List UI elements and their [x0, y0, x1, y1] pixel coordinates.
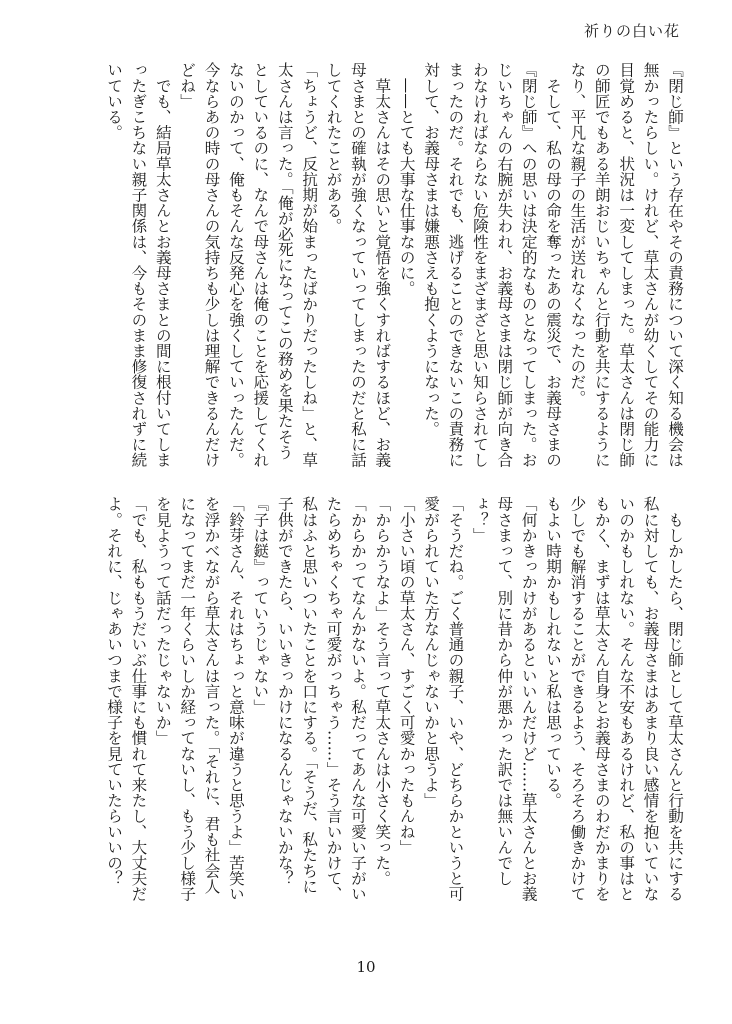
text-column: もかく、まずは草太さん自身とお義母さまのわだかまりを	[592, 496, 611, 902]
text-column: 少しでも解消することができるよう、そろそろ働きかけて	[568, 496, 587, 902]
text-column: ったぎこちない親子関係は、今もそのまま修復されずに続	[129, 62, 148, 468]
text-column: 目覚めると、状況は一変してしまった。草太さんは閉じ師	[617, 62, 636, 468]
text-column: 「小さい頃の草太さん、すごく可愛かったもんね」	[397, 496, 416, 855]
text-column: そして、私の母の命を奪ったあの震災で、お義母さまの	[544, 62, 563, 468]
page-number: 10	[356, 958, 376, 976]
text-column: 対して、お義母さまは嫌悪さえも抱くようになった。	[422, 62, 441, 437]
text-column: 愛がられていた方なんじゃないかと思うよ」	[422, 496, 441, 808]
text-column: いのかもしれない。そんな不安もあるけれど、私の事はと	[617, 496, 636, 902]
text-column: 草太さんはその思いと覚悟を強くすればするほど、お義	[373, 62, 392, 468]
text-column: 『閉じ師』という存在やその責務について深く知る機会は	[666, 62, 684, 468]
text-column: たらめちゃくちゃ可愛がっちゃう……」そう言いかけて、	[324, 496, 343, 902]
text-column: よ。それに、じゃあいつまで様子を見ていたらいいの？	[105, 496, 124, 886]
text-column: 「ちょうど、反抗期が始まったばかりだったしね」と、草	[300, 62, 319, 468]
upper-text-block	[87, 62, 687, 482]
text-column: もよい時期かもしれないと私は思っている。	[544, 496, 563, 808]
text-column: 「でも、私ももうだいぶ仕事にも慣れて来たし、大丈夫だ	[129, 496, 148, 902]
text-column: 母さまとの確執が強くなっていってしまったのだと私に話	[348, 62, 367, 468]
text-column: 子供ができたら、いいきっかけになるんじゃないかな？	[275, 496, 294, 886]
text-column: の師匠でもある羊朗おじいちゃんと行動を共にするように	[592, 62, 611, 468]
text-column: でも、結局草太さんとお義母さまとの間に根付いてしま	[153, 62, 172, 468]
text-column: どね」	[178, 62, 197, 109]
text-column: ょ？」	[470, 496, 489, 543]
text-column: まったのだ。それでも、逃げることのできないこの責務に	[446, 62, 465, 468]
text-column: いている。	[105, 62, 124, 140]
text-column: 無かったらしい。けれど、草太さんが幼くしてその能力に	[641, 62, 660, 468]
text-column: 「そうだね。ごく普通の親子、いや、どちらかというと可	[446, 496, 465, 902]
text-column: 『子は鎹』っていうじゃない」	[251, 496, 270, 715]
text-column: ないのかって、俺もそんな反発心を強くしていったんだ。	[226, 62, 245, 468]
text-column: 「からかってなんかないよ。私だってあんな可愛い子がい	[348, 496, 367, 902]
text-column: 「鈴芽さん、それはちょっと意味が違うと思うよ」苦笑い	[226, 496, 245, 902]
text-column: 「何かきっかけがあるといいんだけど……草太さんとお義	[519, 496, 538, 902]
text-column: になってまだ一年くらいしか経ってないし、もう少し様子	[178, 496, 197, 902]
text-column: を見ようって話だったじゃないか」	[153, 496, 172, 746]
text-column: もしかしたら、閉じ師として草太さんと行動を共にする	[666, 496, 684, 902]
running-header-title: 祈りの白い花	[583, 22, 680, 40]
text-column: じいちゃんの右腕が失われ、お義母さまは閉じ師が向き合	[495, 62, 514, 468]
text-column: 『閉じ師』への思いは決定的なものとなってしまった。お	[519, 62, 538, 468]
text-column: 今ならあの時の母さんの気持ちも少しは理解できるんだけ	[202, 62, 221, 468]
text-column: わなければならない危険性をまざまざと思い知らされてし	[470, 62, 489, 468]
text-column: 母さまって、別に昔から仲が悪かった訳では無いんでし	[495, 496, 514, 886]
text-column: 「からかうなよ」そう言って草太さんは小さく笑った。	[373, 496, 392, 886]
text-column: としているのに、なんで母さんは俺のことを応援してくれ	[251, 62, 270, 468]
text-column: 私はふと思いついたことを口にする。「そうだ、私たちに	[300, 496, 319, 894]
lower-text-block	[87, 496, 687, 926]
text-column: 太さんは言った。「俺が必死になってこの務めを果たそう	[275, 62, 294, 460]
text-column: ——とても大事な仕事なのに。	[397, 62, 416, 296]
text-column: を浮かべながら草太さんは言った。「それに、君も社会人	[202, 496, 221, 894]
text-column: なり、平凡な親子の生活が送れなくなったのだ。	[568, 62, 587, 406]
text-column: 私に対しても、お義母さまはあまり良い感情を抱いていな	[641, 496, 660, 902]
text-column: してくれたことがある。	[324, 62, 343, 234]
